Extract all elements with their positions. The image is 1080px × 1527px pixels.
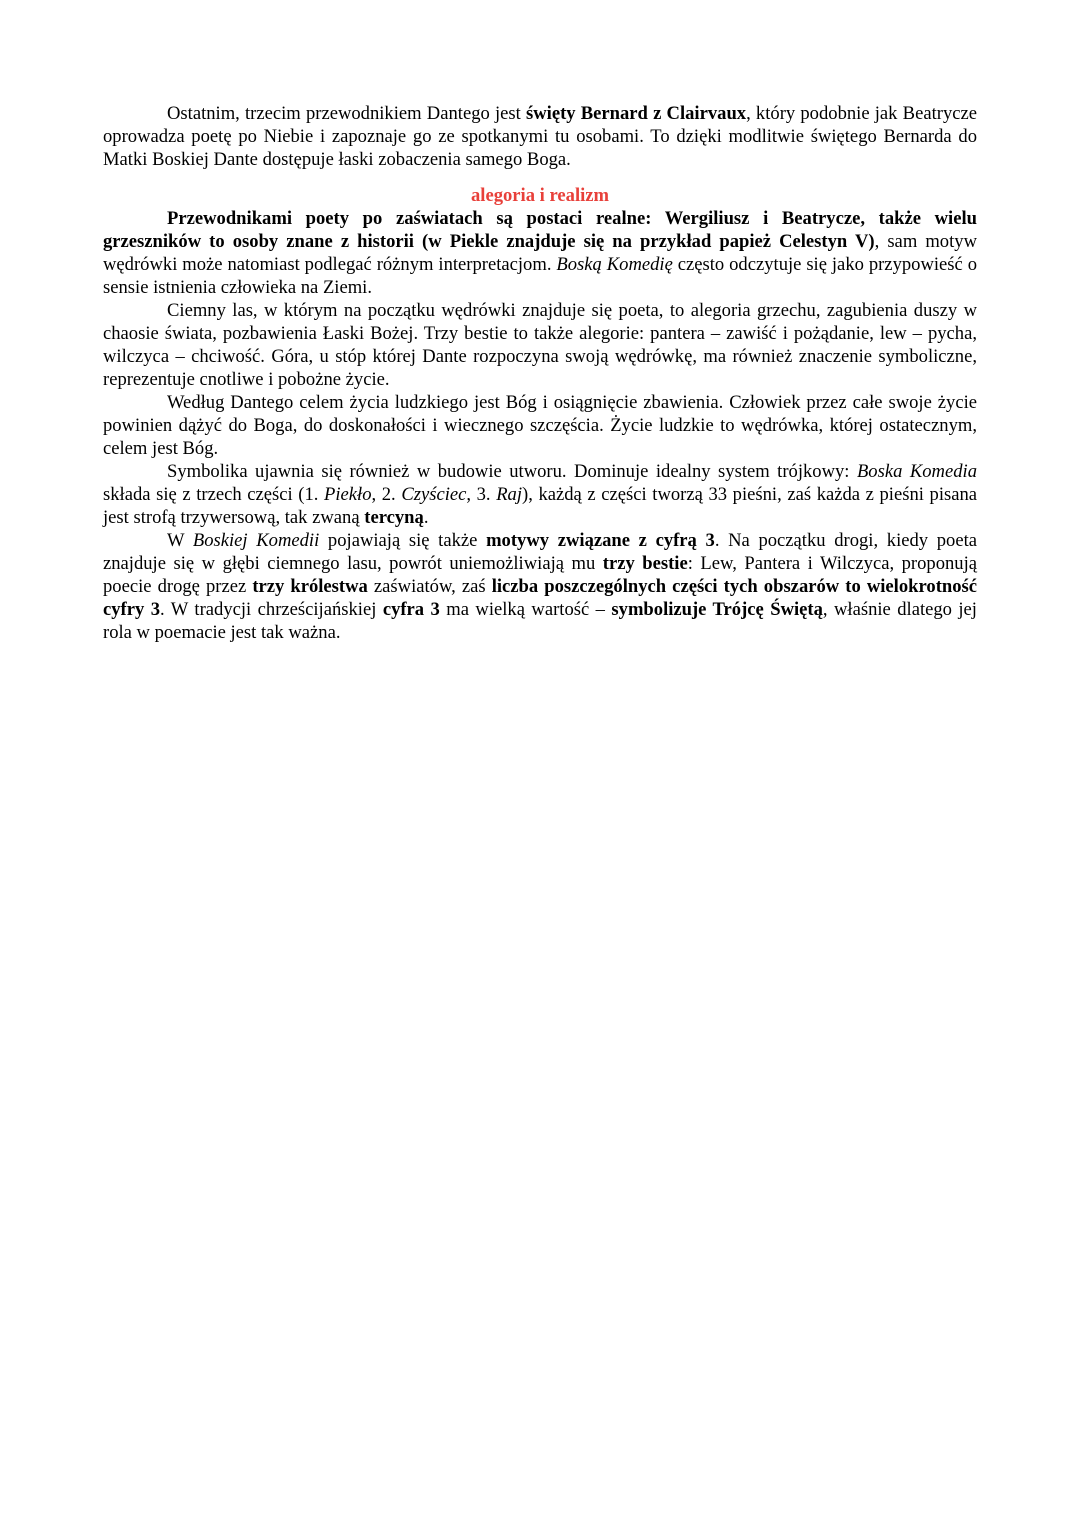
text-run: : Lew, Pantera i Wilczyca, proponują poecie drogę przez [103,553,977,597]
bold-run: liczba poszczególnych części tych obszarów to wielokrotność cyfry 3 [103,576,978,620]
bold-run: cyfra 3 [382,599,440,620]
text-run: pojawiają się także [319,530,487,551]
text-run: Symbolika ujawnia się również w budowie utworu. Dominuje idealny system trójkowy: [167,461,857,482]
italic-run: Boskiej Komedii [192,530,320,551]
italic-run: Raj [496,484,523,505]
italic-run: Piekło [324,484,372,505]
text-run: Według Dantego celem życia ludzkiego jest Bóg i osiągnięcie zbawienia. Człowiek przez całe swoje życie powinien dążyć do Boga, do doskonałości i wiecznego szczęścia. Życie ludzkie to wędrówka, której ostatecznym, celem jest Bóg. [103,392,977,459]
document-page [103,102,977,644]
bold-run: Przewodnikami poety po zaświatach są postaci realne: Wergiliusz i Beatrycze, także wielu grzeszników to osoby znane z historii (w Piekle znajduje się na przykład papież Celestyn V) [103,208,977,252]
bold-run: święty Bernard z Clairvaux [526,103,747,124]
text-run: , 3. [466,484,497,505]
paragraph-dark-forest [103,299,977,391]
italic-run: Boska Komedia [856,461,977,482]
paragraph-guides [103,207,977,299]
text-run: Ciemny las, w którym na początku wędrówki znajduje się poeta, to alegoria grzechu, zagubienia duszy w chaosie świata, pozbawienia Łaski Bożej. Trzy bestie to także alegorie: pantera – zawiść i pożądanie, lew – pycha, wilczyca – chciwość. Góra, u stóp której Dante rozpoczyna swoją wędrówkę, ma również znaczenie symboliczne, reprezentuje cnotliwe i pobożne życie. [103,300,977,390]
text-run: , właśnie dlatego jej rola w poemacie jest tak ważna. [103,599,977,643]
paragraph-bernard [103,102,977,171]
bold-run: tercyną [364,507,424,528]
text-run: W [167,530,193,551]
bold-run: symbolizuje Trójcę Świętą [611,599,823,620]
text-run: . W tradycji chrześcijańskiej [160,599,383,620]
paragraph-structure [103,460,977,529]
bold-run: trzy królestwa [252,576,368,597]
paragraph-number-three [103,529,977,644]
text-run: . [423,507,429,528]
text-run: ), każdą z części tworzą 33 pieśni, zaś każda z pieśni pisana jest strofą trzywersową, tak zwaną [103,484,978,528]
text-run: , 2. [371,484,402,505]
text-run: , sam motyw wędrówki może natomiast podlegać różnym interpretacjom. [103,231,977,275]
text-run: . Na początku drogi, kiedy poeta znajduje się w głębi ciemnego lasu, powrót uniemożliwiają mu [103,530,977,574]
italic-run: Czyściec [401,484,467,505]
bold-run: trzy bestie [602,553,688,574]
section-heading: alegoria i realizm [470,185,610,206]
text-run: Ostatnim, trzecim przewodnikiem Dantego jest [167,103,526,124]
text-run: , który podobnie jak Beatrycze oprowadza poetę po Niebie i zapoznaje go ze spotkanymi tu osobami. To dzięki modlitwie świętego Bernarda do Matki Boskiej Dante dostępuje łaski zobaczenia samego Boga. [103,103,977,170]
bold-run: motywy związane z cyfrą 3 [486,530,715,551]
italic-run: Boską Komedię [556,254,673,275]
text-run: składa się z trzech części (1. [103,484,324,505]
text-run: zaświatów, zaś [367,576,492,597]
text-run: ma wielką wartość – [439,599,612,620]
text-run: często odczytuje się jako przypowieść o sensie istnienia człowieka na Ziemi. [103,254,978,298]
paragraph-goal-of-life [103,391,977,460]
